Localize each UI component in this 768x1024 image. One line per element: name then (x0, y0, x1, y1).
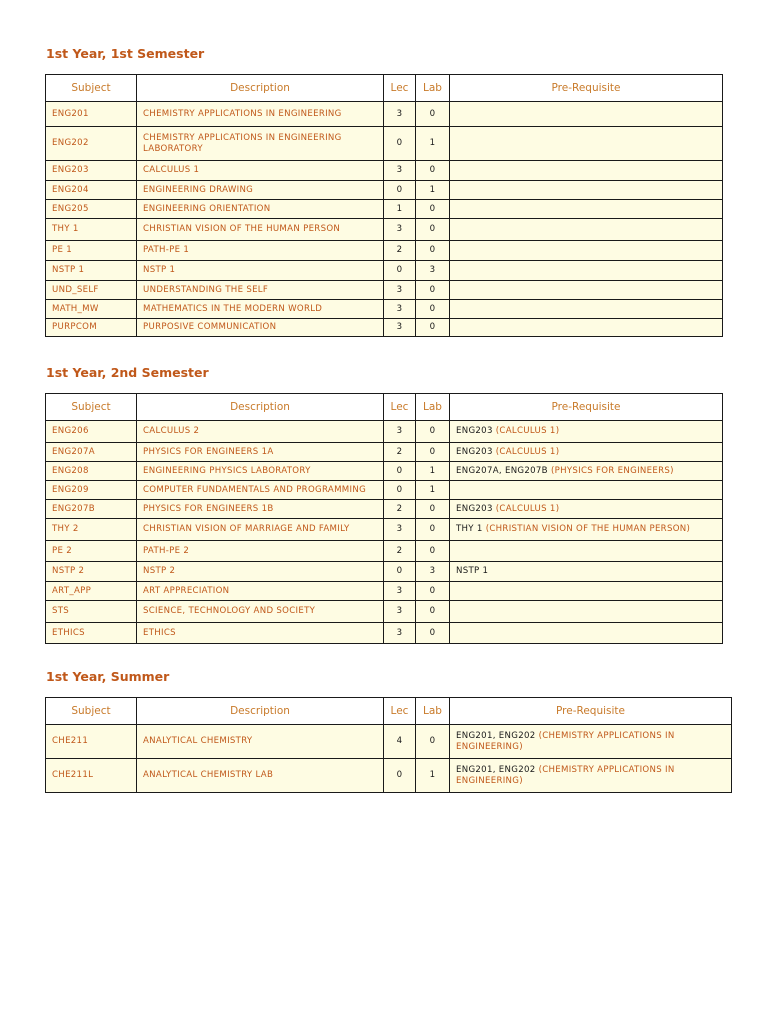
description-cell: ETHICS (137, 623, 384, 644)
table-row (46, 181, 723, 200)
description-cell: ENGINEERING DRAWING (137, 181, 384, 200)
description-cell: NSTP 1 (137, 261, 384, 281)
subject-cell: STS (46, 601, 137, 623)
lec-cell: 3 (384, 319, 416, 337)
table-row (46, 601, 723, 623)
prereq-cell (450, 300, 723, 319)
subject-cell: NSTP 2 (46, 562, 137, 582)
description-cell: ANALYTICAL CHEMISTRY LAB (137, 759, 384, 793)
subject-cell: ENG206 (46, 421, 137, 443)
description-cell: PHYSICS FOR ENGINEERS 1B (137, 500, 384, 519)
prereq-cell (450, 541, 723, 562)
table-row (46, 462, 723, 481)
table-row (46, 519, 723, 541)
table-row (46, 261, 723, 281)
prereq-description: (PHYSICS FOR ENGINEERS) (550, 465, 674, 476)
prereq-cell (450, 127, 723, 161)
description-cell: ENGINEERING ORIENTATION (137, 200, 384, 219)
prereq-cell (450, 181, 723, 200)
description-cell: CALCULUS 1 (137, 161, 384, 181)
subject-cell: THY 2 (46, 519, 137, 541)
lab-cell: 0 (416, 219, 450, 241)
lab-cell: 0 (416, 161, 450, 181)
lec-cell: 0 (384, 181, 416, 200)
table-row (46, 421, 723, 443)
header-lec: Lec (384, 698, 416, 725)
prereq-codes: ENG201, ENG202 (456, 764, 536, 775)
prereq-cell (450, 500, 723, 519)
lab-cell: 0 (416, 725, 450, 759)
description-cell: PATH-PE 1 (137, 241, 384, 261)
subject-cell: PURPCOM (46, 319, 137, 337)
subject-cell: ENG209 (46, 481, 137, 500)
prereq-cell (450, 725, 732, 759)
header-description: Description (137, 75, 384, 102)
description-cell: PURPOSIVE COMMUNICATION (137, 319, 384, 337)
prereq-description: (CHEMISTRY APPLICATIONS IN ENGINEERING) (456, 730, 675, 752)
subject-cell: CHE211 (46, 725, 137, 759)
description-cell: ENGINEERING PHYSICS LABORATORY (137, 462, 384, 481)
lec-cell: 3 (384, 421, 416, 443)
table-row (46, 443, 723, 462)
prereq-codes: ENG203 (456, 446, 493, 457)
lec-cell: 2 (384, 241, 416, 261)
prereq-cell (450, 421, 723, 443)
subject-cell: NSTP 1 (46, 261, 137, 281)
description-cell: SCIENCE, TECHNOLOGY AND SOCIETY (137, 601, 384, 623)
lec-cell: 0 (384, 462, 416, 481)
prereq-cell (450, 102, 723, 127)
prereq-cell (450, 562, 723, 582)
prereq-cell (450, 601, 723, 623)
subject-cell: ENG201 (46, 102, 137, 127)
table-row (46, 319, 723, 337)
subject-cell: ENG202 (46, 127, 137, 161)
lec-cell: 3 (384, 601, 416, 623)
table-row (46, 541, 723, 562)
description-cell: CHRISTIAN VISION OF THE HUMAN PERSON (137, 219, 384, 241)
lec-cell: 2 (384, 541, 416, 562)
header-description: Description (137, 698, 384, 725)
lab-cell: 0 (416, 300, 450, 319)
lec-cell: 0 (384, 562, 416, 582)
course-table (45, 393, 723, 644)
header-subject: Subject (46, 698, 137, 725)
table-row (46, 725, 732, 759)
lab-cell: 0 (416, 601, 450, 623)
description-cell: ART APPRECIATION (137, 582, 384, 601)
header-lec: Lec (384, 75, 416, 102)
prereq-cell (450, 281, 723, 300)
prereq-codes: ENG203 (456, 426, 493, 436)
subject-cell: ETHICS (46, 623, 137, 644)
prereq-cell (450, 443, 723, 462)
lec-cell: 3 (384, 102, 416, 127)
lab-cell: 0 (416, 519, 450, 541)
prereq-description: (CHEMISTRY APPLICATIONS IN ENGINEERING) (456, 764, 675, 786)
subject-cell: ENG204 (46, 181, 137, 200)
lab-cell: 0 (416, 102, 450, 127)
lab-cell: 1 (416, 181, 450, 200)
header-lab: Lab (416, 394, 450, 421)
lec-cell: 3 (384, 161, 416, 181)
lab-cell: 0 (416, 582, 450, 601)
lec-cell: 3 (384, 623, 416, 644)
lec-cell: 0 (384, 759, 416, 793)
section-title: 1st Year, Summer (46, 669, 170, 684)
header-subject: Subject (46, 75, 137, 102)
table-row (46, 759, 732, 793)
lec-cell: 0 (384, 481, 416, 500)
subject-cell: ENG208 (46, 462, 137, 481)
header-lec: Lec (384, 394, 416, 421)
prereq-description: (CALCULUS 1) (495, 503, 560, 514)
table-row (46, 241, 723, 261)
table-row (46, 582, 723, 601)
description-cell: ANALYTICAL CHEMISTRY (137, 725, 384, 759)
lab-cell: 0 (416, 500, 450, 519)
lab-cell: 1 (416, 127, 450, 161)
lab-cell: 0 (416, 241, 450, 261)
header-description: Description (137, 394, 384, 421)
prereq-cell (450, 219, 723, 241)
subject-cell: ART_APP (46, 582, 137, 601)
prereq-cell (450, 319, 723, 337)
section-title: 1st Year, 1st Semester (46, 46, 205, 61)
table-row (46, 102, 723, 127)
description-cell: PHYSICS FOR ENGINEERS 1A (137, 443, 384, 462)
header-prereq: Pre-Requisite (450, 698, 732, 725)
prereq-cell (450, 623, 723, 644)
lec-cell: 3 (384, 281, 416, 300)
lab-cell: 1 (416, 462, 450, 481)
header-lab: Lab (416, 698, 450, 725)
prereq-codes: ENG203 (456, 503, 493, 514)
subject-cell: ENG205 (46, 200, 137, 219)
lab-cell: 0 (416, 200, 450, 219)
subject-cell: ENG207A (46, 443, 137, 462)
description-cell: CALCULUS 2 (137, 421, 384, 443)
description-cell: CHEMISTRY APPLICATIONS IN ENGINEERING (137, 102, 384, 127)
prereq-cell (450, 261, 723, 281)
lab-cell: 0 (416, 281, 450, 300)
subject-cell: UND_SELF (46, 281, 137, 300)
lec-cell: 3 (384, 582, 416, 601)
prereq-description: (CALCULUS 1) (495, 446, 560, 457)
table-row (46, 500, 723, 519)
prereq-codes: ENG207A, ENG207B (456, 465, 548, 476)
table-header-row (46, 75, 723, 102)
description-cell: NSTP 2 (137, 562, 384, 582)
table-row (46, 623, 723, 644)
lab-cell: 0 (416, 541, 450, 562)
prereq-cell (450, 161, 723, 181)
lec-cell: 3 (384, 219, 416, 241)
description-cell: CHEMISTRY APPLICATIONS IN ENGINEERING LABORATORY (137, 127, 384, 161)
lec-cell: 3 (384, 519, 416, 541)
description-cell: PATH-PE 2 (137, 541, 384, 562)
prereq-codes: NSTP 1 (456, 566, 489, 576)
description-cell: MATHEMATICS IN THE MODERN WORLD (137, 300, 384, 319)
prereq-cell (450, 582, 723, 601)
table-header-row (46, 698, 732, 725)
table-row (46, 562, 723, 582)
prereq-description: (CHRISTIAN VISION OF THE HUMAN PERSON) (485, 524, 691, 534)
table-row (46, 300, 723, 319)
header-prereq: Pre-Requisite (450, 75, 723, 102)
subject-cell: THY 1 (46, 219, 137, 241)
table-row (46, 481, 723, 500)
section-title: 1st Year, 2nd Semester (46, 365, 209, 380)
lab-cell: 3 (416, 261, 450, 281)
prereq-cell (450, 481, 723, 500)
lab-cell: 0 (416, 443, 450, 462)
lab-cell: 1 (416, 759, 450, 793)
prereq-cell (450, 519, 723, 541)
lab-cell: 0 (416, 623, 450, 644)
table-row (46, 127, 723, 161)
prereq-codes: ENG201, ENG202 (456, 730, 536, 741)
lec-cell: 2 (384, 443, 416, 462)
subject-cell: ENG203 (46, 161, 137, 181)
prereq-cell (450, 241, 723, 261)
prereq-description: (CALCULUS 1) (495, 426, 560, 436)
lec-cell: 0 (384, 261, 416, 281)
subject-cell: CHE211L (46, 759, 137, 793)
prereq-cell (450, 200, 723, 219)
lec-cell: 3 (384, 300, 416, 319)
lec-cell: 2 (384, 500, 416, 519)
table-row (46, 161, 723, 181)
table-row (46, 200, 723, 219)
table-header-row (46, 394, 723, 421)
lab-cell: 0 (416, 421, 450, 443)
lec-cell: 0 (384, 127, 416, 161)
course-table (45, 74, 723, 337)
lec-cell: 4 (384, 725, 416, 759)
lab-cell: 0 (416, 319, 450, 337)
lab-cell: 3 (416, 562, 450, 582)
header-lab: Lab (416, 75, 450, 102)
lec-cell: 1 (384, 200, 416, 219)
subject-cell: PE 2 (46, 541, 137, 562)
prereq-codes: THY 1 (456, 524, 483, 534)
prereq-cell (450, 462, 723, 481)
description-cell: UNDERSTANDING THE SELF (137, 281, 384, 300)
table-row (46, 281, 723, 300)
course-table (45, 697, 732, 793)
subject-cell: MATH_MW (46, 300, 137, 319)
header-prereq: Pre-Requisite (450, 394, 723, 421)
prereq-cell (450, 759, 732, 793)
description-cell: CHRISTIAN VISION OF MARRIAGE AND FAMILY (137, 519, 384, 541)
subject-cell: PE 1 (46, 241, 137, 261)
lab-cell: 1 (416, 481, 450, 500)
table-row (46, 219, 723, 241)
header-subject: Subject (46, 394, 137, 421)
subject-cell: ENG207B (46, 500, 137, 519)
description-cell: COMPUTER FUNDAMENTALS AND PROGRAMMING (137, 481, 384, 500)
